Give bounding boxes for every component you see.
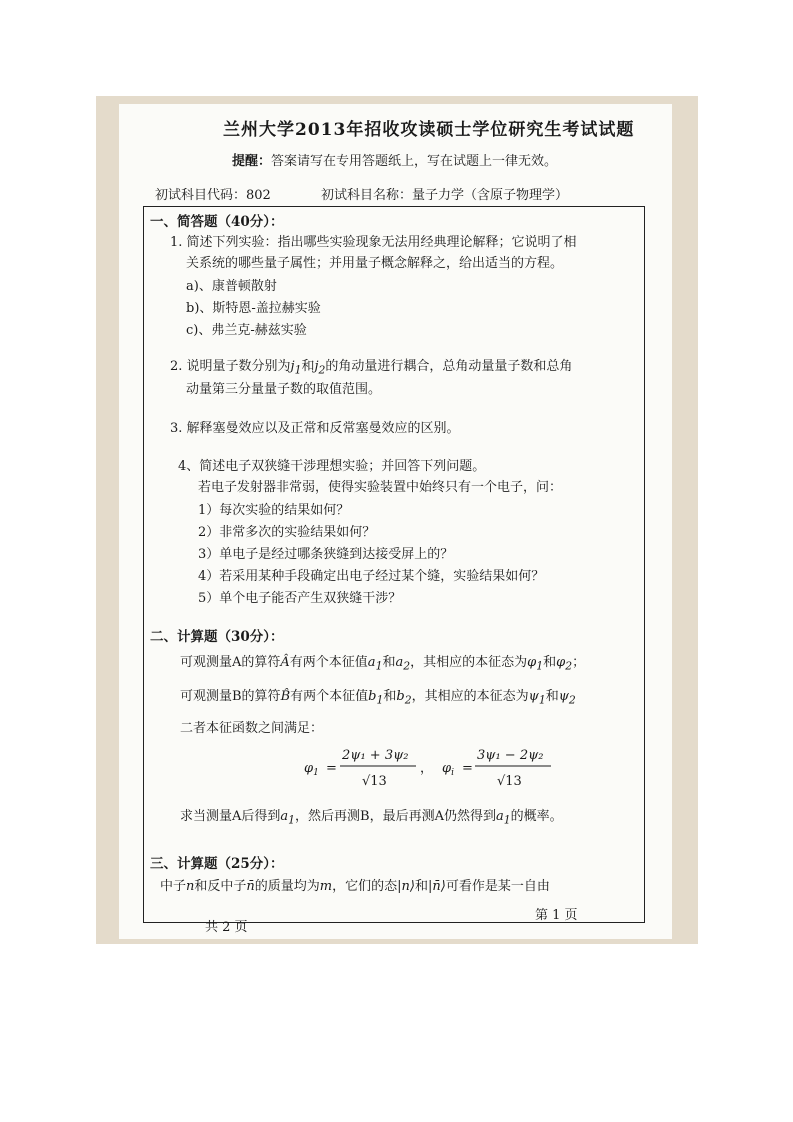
mass-symbol: m (319, 879, 333, 894)
s2-line2: 可观测量B的算符B̂有两个本征值$b_1$和$b_2$，其相应的本征态为$\psi_1$和$\psi_2$ (180, 689, 576, 707)
subject-code: 初试科目代码：802 (155, 188, 271, 203)
formula1-denominator: √13 (362, 774, 387, 789)
section2-heading: 二、计算题（30分）： (150, 629, 284, 645)
formula1-numerator: 2ψ₁ + 3ψ₂ (342, 748, 409, 763)
operator-a: Â (280, 655, 290, 670)
s2-line3: 二者本征函数之间满足： (180, 721, 324, 736)
q2-and: 和 (301, 359, 315, 374)
q1-item-b: b)、斯特恩-盖拉赫实验 (186, 301, 321, 316)
q1-item-a: a)、康普顿散射 (186, 279, 277, 294)
ket-n: |n⟩ (397, 879, 415, 894)
q2-text-a: 2. 说明量子数分别为 (170, 359, 291, 374)
s2-line4: 求当测量A后得到$a_1$，然后再测B，最后再测A仍然得到$a_1$的概率。 (180, 809, 563, 827)
notice-text: 答案请写在专用答题纸上，写在试题上一律无效。 (271, 154, 558, 169)
q4-item-3: 3）单电子是经过哪条狭缝到达接受屏上的？ (198, 547, 454, 562)
total-pages: 共 2 页 (205, 920, 248, 935)
q2-text-b: 的角动量进行耦合，总角动量量子数和总角 (325, 359, 573, 374)
q1-line1: 1. 简述下列实验：指出哪些实验现象无法用经典理论解释；它说明了相 (170, 235, 577, 250)
formula1-eq: = (326, 761, 337, 776)
section3-heading: 三、计算题（25分）： (150, 856, 284, 872)
q4-item-1: 1）每次实验的结果如何？ (198, 503, 350, 518)
q2-line2: 动量第三分量量子数的取值范围。 (186, 382, 382, 397)
formula-separator: ， (420, 761, 434, 776)
exam-title: 兰州大学2013年招收攻读硕士学位研究生考试试题 (223, 120, 635, 140)
ket-nbar: |n̄⟩ (427, 879, 446, 894)
notice (232, 150, 557, 169)
q4-line1: 4、简述电子双狭缝干涉理想实验；并回答下列问题。 (178, 459, 486, 474)
s2-line1: 可观测量A的算符Â有两个本征值$a_1$和$a_2$，其相应的本征态为$\varphi_1$和$\varphi_2$； (180, 655, 586, 673)
s3-line1: 中子n和反中子n̄的质量均为m，它们的态|n⟩和|n̄⟩可看作是某一自由 (160, 879, 550, 894)
notice-label: 提醒： (232, 154, 272, 169)
photo-frame (96, 96, 698, 944)
eigenfunction-formula (304, 742, 554, 794)
exam-paper (119, 104, 672, 939)
q2-line1 (170, 355, 572, 377)
q4-line2: 若电子发射器非常弱，使得实验装置中始终只有一个电子，问： (198, 480, 563, 495)
q4-item-2: 2）非常多次的实验结果如何？ (198, 525, 376, 540)
formula1-lhs: $\varphi_1$ (304, 761, 319, 778)
subject-name: 初试科目名称：量子力学（含原子物理学） (321, 188, 569, 203)
q1-line2: 关系统的哪些量子属性；并用量子概念解释之，给出适当的方程。 (186, 256, 564, 271)
formula2-denominator: √13 (497, 774, 522, 789)
operator-b: B̂ (280, 689, 291, 704)
q3: 3. 解释塞曼效应以及正常和反常塞曼效应的区别。 (170, 421, 460, 436)
formula2-eq: = (462, 761, 473, 776)
neutron-symbol: n (186, 879, 195, 894)
section1-heading: 一、简答题（40分）： (150, 214, 284, 230)
q4-item-4: 4）若采用某种手段确定出电子经过某个缝，实验结果如何？ (198, 569, 545, 584)
page-number: 第 1 页 (535, 908, 578, 923)
q4-item-5: 5）单个电子能否产生双狭缝干涉？ (198, 591, 402, 606)
q2-j2: $j_2$ (314, 359, 326, 377)
q2-j1: $j_1$ (290, 359, 302, 377)
formula2-lhs: $\varphi_i$ (442, 761, 454, 778)
antineutron-symbol: n̄ (246, 879, 255, 894)
q1-item-c: c)、弗兰克-赫兹实验 (186, 323, 307, 338)
question-box (143, 206, 645, 923)
formula2-numerator: 3ψ₁ − 2ψ₂ (477, 748, 544, 763)
